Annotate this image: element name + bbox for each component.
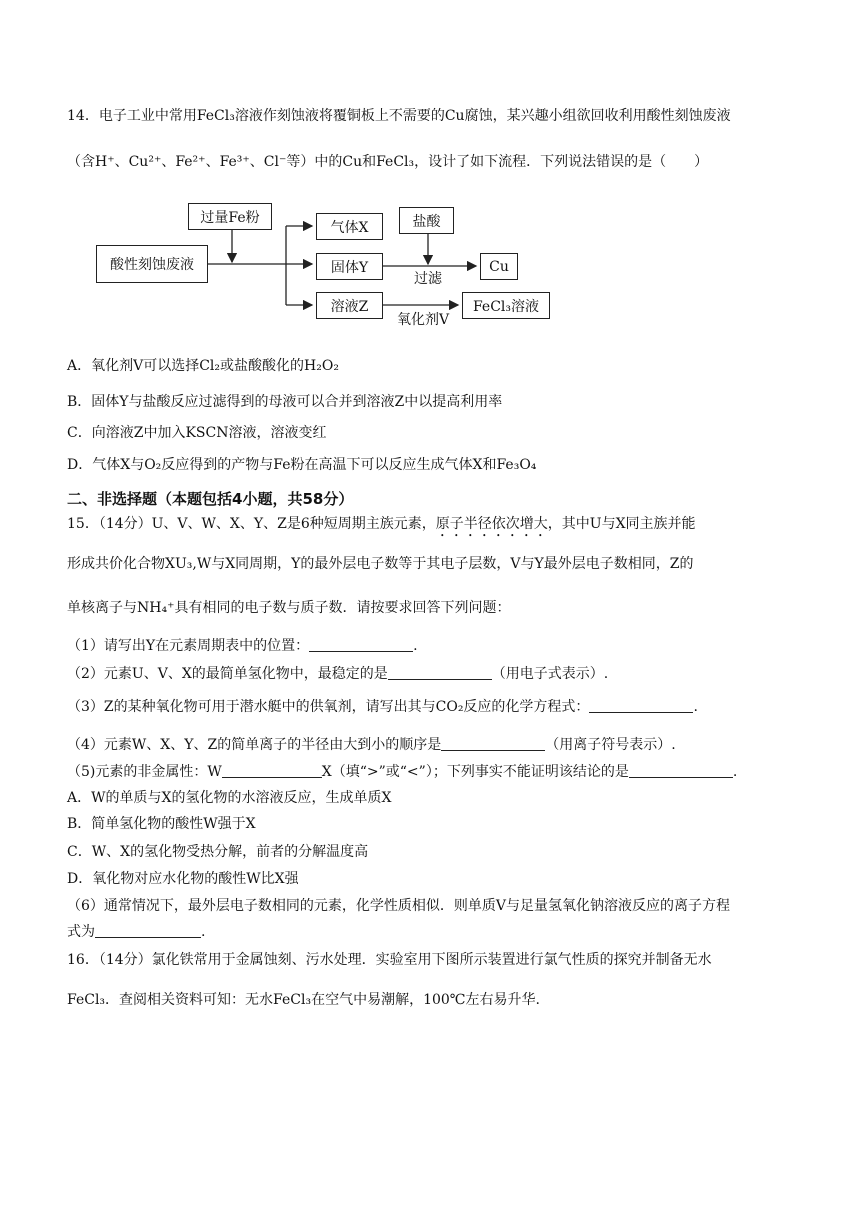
q15-option-d: D．氧化物对应水化物的酸性W比X强	[67, 871, 299, 887]
q15-stem-line1	[67, 514, 696, 540]
answer-blank-3[interactable]	[589, 698, 693, 713]
q14-option-a: A．氧化剂V可以选择Cl₂或盐酸酸化的H₂O₂	[67, 358, 339, 374]
q15-part2-text: （2）元素U、V、X的最简单氢化物中，最稳定的是	[67, 666, 388, 682]
q15-option-a: A．W的单质与X的氢化物的水溶液反应，生成单质X	[67, 790, 392, 806]
q15-part5-text2: X（填“>”或“<”）；下列事实不能证明该结论的是	[321, 764, 629, 780]
q15-emphasis-text: 原子半径依次增大	[435, 516, 548, 532]
q15-part6-end: .	[201, 924, 206, 940]
q15-part5	[67, 762, 737, 782]
q15-part1-text: （1）请写出Y在元素周期表中的位置：	[67, 638, 310, 654]
label-oxidant-v: 氧化剂V	[397, 312, 450, 328]
q15-part2-end: （用电子式表示）.	[491, 666, 609, 682]
q15-part1-end: .	[413, 638, 418, 654]
q15-option-c: C．W、X的氢化物受热分解，前者的分解温度高	[67, 844, 369, 860]
answer-blank-1[interactable]	[309, 637, 413, 652]
q15-part4-text: （4）元素W、X、Y、Z的简单离子的半径由大到小的顺序是	[67, 737, 442, 753]
q16-stem-line2: FeCl₃．查阅相关资料可知：无水FeCl₃在空气中易潮解，100℃左右易升华.	[67, 992, 540, 1008]
box-solution-z: 溶液Z	[316, 292, 383, 319]
q15-part2	[67, 664, 608, 684]
q14-option-c: C．向溶液Z中加入KSCN溶液，溶液变红	[67, 425, 327, 441]
q14-option-b: B．固体Y与盐酸反应过滤得到的母液可以合并到溶液Z中以提高利用率	[67, 394, 503, 410]
answer-blank-5[interactable]	[222, 763, 322, 778]
q15-part5-end: .	[732, 764, 738, 780]
q14-stem-line2: （含H⁺、Cu²⁺、Fe²⁺、Fe³⁺、Cl⁻等）中的Cu和FeCl₃，设计了如下流程．下列说法错误的是（ ）	[67, 154, 709, 170]
box-gas-x: 气体X	[316, 213, 383, 240]
q15-part3-end: .	[693, 699, 698, 715]
box-excess-fe: 过量Fe粉	[188, 203, 272, 230]
q14-stem-line1: 14．电子工业中常用FeCl₃溶液作刻蚀液将覆铜板上不需要的Cu腐蚀，某兴趣小组欲回收利用酸性刻蚀废液	[67, 108, 731, 124]
q15-part3	[67, 697, 698, 717]
box-waste-liquid: 酸性刻蚀废液	[96, 245, 208, 283]
box-fecl3-solution: FeCl₃溶液	[462, 292, 550, 319]
q15-part4	[67, 735, 676, 755]
section-title: 二、非选择题（本题包括4小题，共58分）	[67, 490, 354, 508]
label-filtration: 过滤	[414, 271, 442, 287]
q15-part1	[67, 636, 418, 656]
q16-stem-line1: 16．（14分）氯化铁常用于金属蚀刻、污水处理．实验室用下图所示装置进行氯气性质的探究并制备无水	[67, 952, 712, 968]
q15-stem-line2: 形成共价化合物XU₃,W与X同周期，Y的最外层电子数等于其电子层数，V与Y最外层电子数相同，Z的	[67, 556, 694, 572]
q15-part5-text: （5)元素的非金属性：W	[67, 764, 222, 780]
box-cu: Cu	[480, 253, 518, 280]
q15-part6-line2	[67, 922, 205, 942]
answer-blank-7[interactable]	[95, 923, 201, 938]
q15-part6: （6）通常情况下，最外层电子数相同的元素，化学性质相似．则单质V与足量氢氧化钠溶液反应的离子方程	[67, 898, 731, 914]
q15-option-b: B．简单氢化物的酸性W强于X	[67, 816, 256, 832]
q15-part6-text: 式为	[67, 924, 95, 940]
q15-part3-text: （3）Z的某种氧化物可用于潜水艇中的供氧剂，请写出其与CO₂反应的化学方程式：	[67, 699, 590, 715]
answer-blank-2[interactable]	[388, 665, 492, 680]
q14-option-d: D．气体X与O₂反应得到的产物与Fe粉在高温下可以反应生成气体X和Fe₃O₄	[67, 457, 537, 473]
q15-stem-part1: 15．（14分）U、V、W、X、Y、Z是6种短周期主族元素，	[67, 516, 436, 532]
answer-blank-6[interactable]	[629, 763, 733, 778]
q15-stem-line3: 单核离子与NH₄⁺具有相同的电子数与质子数．请按要求回答下列问题：	[67, 600, 511, 616]
box-solid-y: 固体Y	[316, 253, 383, 280]
answer-blank-4[interactable]	[441, 736, 545, 751]
box-hydrochloric-acid: 盐酸	[399, 207, 454, 234]
q15-part4-end: （用离子符号表示）.	[545, 737, 676, 753]
q15-stem-part2: ，其中U与X同主族并能	[547, 516, 696, 532]
